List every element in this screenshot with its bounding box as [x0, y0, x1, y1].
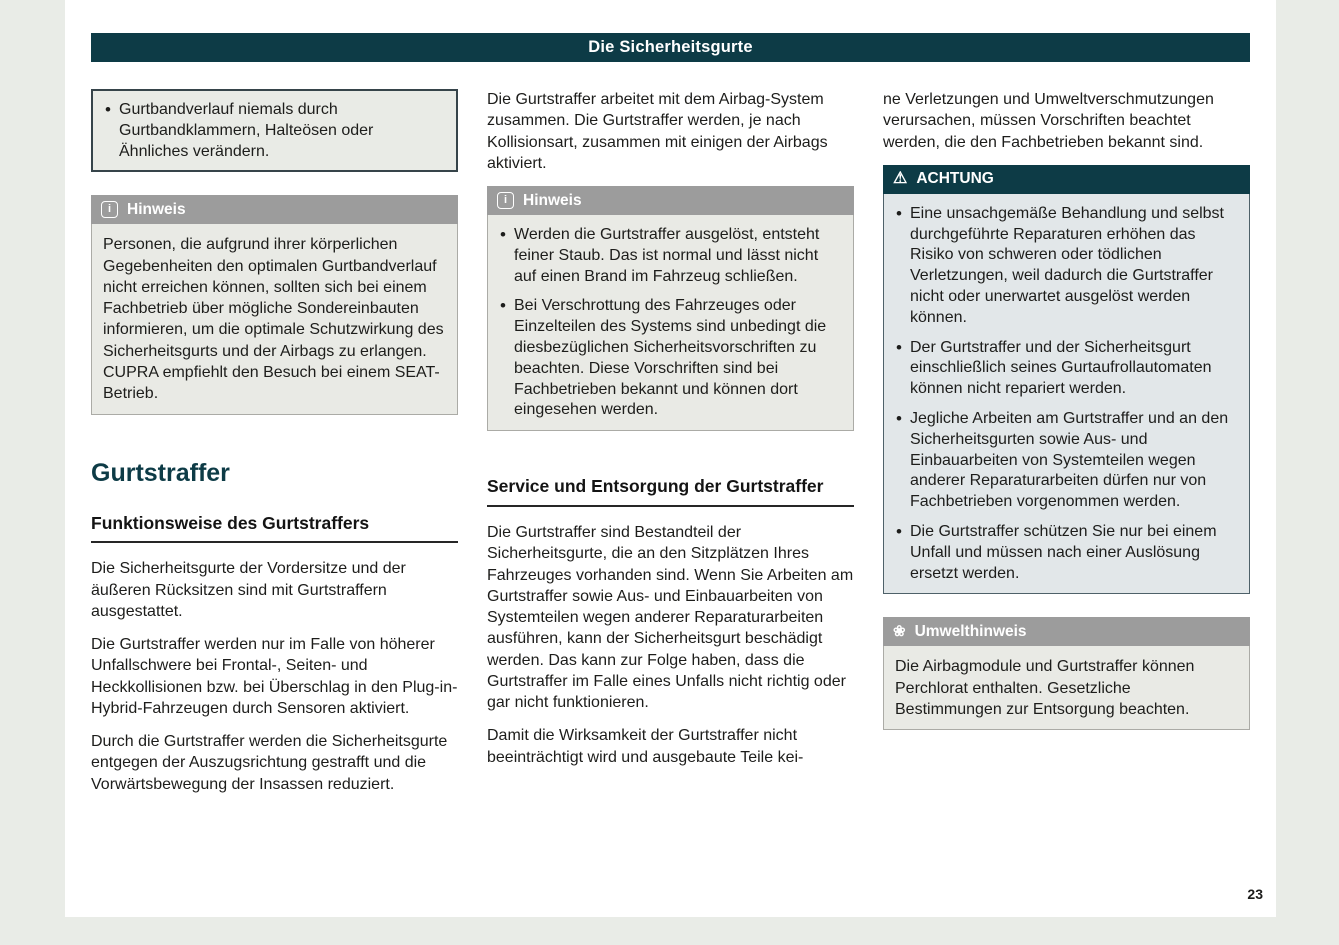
column-left	[91, 89, 458, 807]
paragraph: Damit die Wirksamkeit der Gurtstraffer nicht beeinträchtigt wird und ausgebaute Teile kei-	[487, 727, 804, 766]
paragraph: Die Gurtstraffer arbeitet mit dem Airbag-System zusammen. Die Gurtstraffer werden, je nach Kollisionsart, zusammen mit einigen der Airbags aktiviert.	[487, 91, 828, 172]
umwelthinweis-box	[883, 617, 1250, 730]
achtung-box	[883, 165, 1250, 595]
manual-page	[65, 0, 1276, 917]
paragraph: Durch die Gurtstraffer werden die Sicherheitsgurte entgegen der Auszugsrichtung gestrafft und die Vorwärtsbewegung der Insassen reduziert.	[91, 733, 448, 793]
achtung-bullet: • Der Gurtstraffer und der Sicherheitsgurt einschließlich seines Gurtaufrollautomaten können nicht repariert werden.	[895, 338, 1238, 400]
umwelthinweis-text: Die Airbagmodule und Gurtstraffer können Perchlorat enthalten. Gesetzliche Bestimmungen zur Entsorgung beachten.	[895, 658, 1195, 718]
paragraph: Die Sicherheitsgurte der Vordersitze und der äußeren Rücksitzen sind mit Gurtstraffern ausgestattet.	[91, 560, 406, 620]
hinweis-text: Personen, die aufgrund ihrer körperlichen Gegebenheiten den optimalen Gurtbandverlauf nicht erreichen können, sollten sich bei einem Fachbetrieb über mögliche Sondereinbauten informieren, um die optimale Schutzwirkung des Sicherheitsgurts und der Airbags zu erlangen. CUPRA empfiehlt den Besuch bei einem SEAT-Betrieb.	[103, 236, 444, 403]
hinweis-bullet: • Werden die Gurtstraffer ausgelöst, entsteht feiner Staub. Das ist normal und lässt nicht auf einen Brand im Fahrzeug schließen.	[499, 225, 842, 287]
subsection-title-funktionsweise: Funktionsweise des Gurtstraffers	[91, 512, 458, 544]
callout-bullet-list	[104, 100, 445, 162]
page-number: 23	[1247, 886, 1263, 902]
umwelthinweis-body	[883, 646, 1250, 730]
hinweis-body	[487, 215, 854, 431]
paragraph: Die Gurtstraffer sind Bestandteil der Sicherheitsgurte, die an den Sitzplätzen Ihres Fahrzeuges vorhanden sind. Wenn Sie Arbeiten am Gurtstraffer sowie Aus- und Einbauarbeiten von Systemteilen wegen anderer Reparaturarbeiten ausführen, kann der Sicherheitsgurt beschädigt werden. Das kann zur Folge haben, dass die Gurtstraffer im Falle eines Unfalls nicht richtig oder gar nicht funktionieren.	[487, 523, 854, 712]
achtung-title: ACHTUNG	[916, 170, 994, 188]
achtung-header	[883, 165, 1250, 194]
info-icon: i	[101, 201, 118, 218]
subsection-title-service: Service und Entsorgung der Gurtstraffer	[487, 475, 854, 507]
eco-icon: ❀	[893, 623, 906, 641]
column-right	[883, 89, 1250, 807]
column-middle	[487, 89, 854, 807]
warning-icon: ⚠	[893, 170, 908, 188]
content-columns	[91, 89, 1250, 807]
achtung-bullet: • Jegliche Arbeiten am Gurtstraffer und an den Sicherheitsgurten sowie Aus- und Einbauarbeiten von Systemteilen wegen anderer Reparaturarbeiten dürfen nur von Fachbetrieben vorgenommen werden.	[895, 409, 1238, 513]
achtung-bullet-list	[895, 204, 1238, 585]
info-icon: i	[497, 192, 514, 209]
section-title-gurtstraffer: Gurtstraffer	[91, 458, 230, 487]
hinweis-box-2	[487, 186, 854, 431]
umwelthinweis-header	[883, 617, 1250, 646]
hinweis-title: Hinweis	[127, 200, 186, 218]
achtung-body	[883, 194, 1250, 595]
hinweis-body	[91, 224, 458, 414]
achtung-bullet: • Die Gurtstraffer schützen Sie nur bei einem Unfall und müssen nach einer Auslösung ersetzt werden.	[895, 522, 1238, 584]
umwelthinweis-title: Umwelthinweis	[914, 622, 1027, 640]
page-title: Die Sicherheitsgurte	[91, 33, 1250, 62]
hinweis-header	[91, 195, 458, 224]
hinweis-bullet-list	[499, 225, 842, 421]
hinweis-box	[91, 195, 458, 414]
paragraph: Die Gurtstraffer werden nur im Falle von höherer Unfallschwere bei Frontal-, Seiten- und Heckkollisionen bzw. bei Überschlag in den Plug-in-Hybrid-Fahrzeugen durch Sensoren aktiviert.	[91, 636, 458, 717]
hinweis-bullet: • Bei Verschrottung des Fahrzeuges oder Einzelteilen des Systems sind unbedingt die diesbezüglichen Sicherheitsvorschriften zu beachten. Diese Vorschriften sind bei Fachbetrieben bekannt und können dort eingesehen werden.	[499, 296, 842, 421]
hinweis-header	[487, 186, 854, 215]
achtung-bullet: • Eine unsachgemäße Behandlung und selbst durchgeführte Reparaturen erhöhen das Risiko von schweren oder tödlichen Verletzungen, weil dadurch die Gurtstraffer nicht oder unerwartet ausgelöst werden können.	[895, 204, 1238, 329]
hinweis-title: Hinweis	[523, 191, 582, 209]
safety-callout-box	[91, 89, 458, 172]
callout-bullet: • Gurtbandverlauf niemals durch Gurtbandklammern, Halteösen oder Ähnliches verändern.	[104, 100, 445, 162]
paragraph: ne Verletzungen und Umweltverschmutzungen verursachen, müssen Vorschriften beachtet werden, die den Fachbetrieben bekannt sind.	[883, 91, 1214, 151]
